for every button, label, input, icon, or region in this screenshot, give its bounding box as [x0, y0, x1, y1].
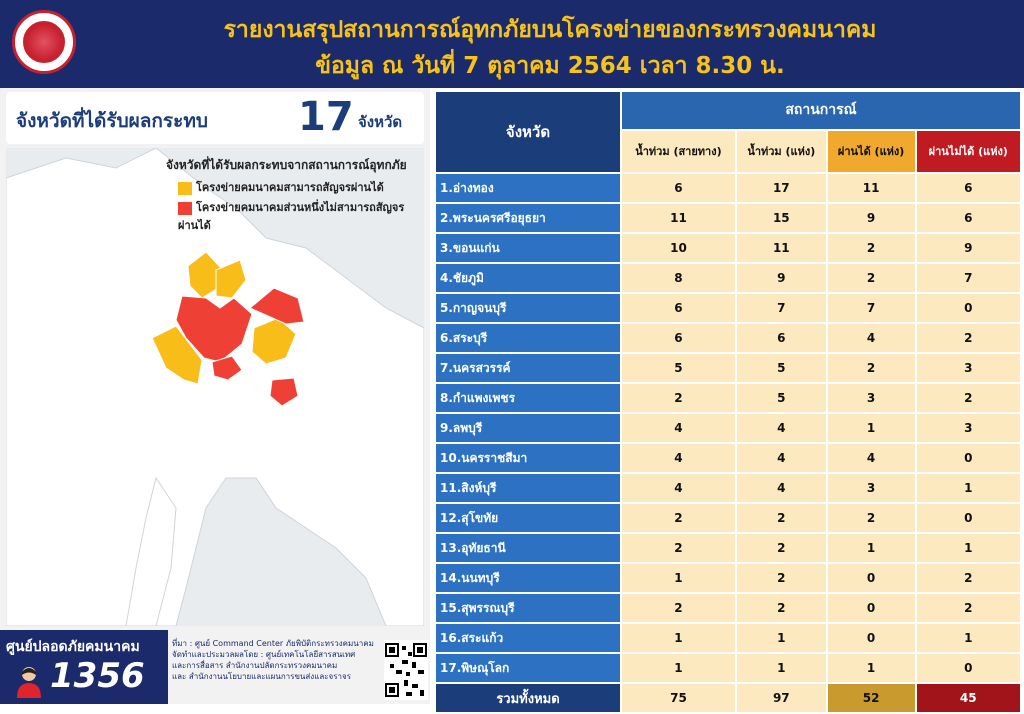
table-row[interactable]	[436, 204, 1020, 232]
situation-table	[434, 90, 1022, 707]
person-icon	[14, 664, 44, 698]
hotline-panel	[0, 630, 168, 704]
affected-unit: จังหวัด	[358, 113, 403, 131]
table-total-row	[436, 684, 1020, 712]
cell-flooded-points: 4	[737, 444, 826, 472]
cell-flooded-routes: 6	[622, 324, 735, 352]
cell-flooded-points: 4	[737, 414, 826, 442]
cell-passable: 1	[828, 414, 915, 442]
legend-passable	[178, 178, 384, 196]
table-row[interactable]	[436, 504, 1020, 532]
table-row[interactable]	[436, 654, 1020, 682]
hotline-number[interactable]: 1356	[50, 656, 145, 696]
cell-flooded-routes: 2	[622, 504, 735, 532]
cell-flooded-routes: 8	[622, 264, 735, 292]
cell-flooded-points: 15	[737, 204, 826, 232]
cell-impassable: 3	[917, 414, 1021, 442]
cell-passable: 1	[828, 534, 915, 562]
legend-swatch-impassable	[178, 202, 192, 215]
cell-passable: 0	[828, 564, 915, 592]
header-passable: ผ่านได้ (แห่ง)	[828, 131, 915, 172]
province-name: 6.สระบุรี	[436, 324, 620, 352]
cell-impassable: 3	[917, 354, 1021, 382]
cell-impassable: 1	[917, 624, 1021, 652]
cell-impassable: 2	[917, 594, 1021, 622]
province-name: 7.นครสวรรค์	[436, 354, 620, 382]
cell-flooded-points: 7	[737, 294, 826, 322]
cell-flooded-routes: 1	[622, 564, 735, 592]
cell-flooded-routes: 6	[622, 174, 735, 202]
table-row[interactable]	[436, 354, 1020, 382]
affected-count: 17	[298, 94, 354, 140]
province-name: 9.ลพบุรี	[436, 414, 620, 442]
cell-impassable: 0	[917, 654, 1021, 682]
header-flooded-points: น้ำท่วม (แห่ง)	[737, 131, 826, 172]
source-line: จัดทำและประมวลผลโดย : ศูนย์เทคโนโลยีสารสนเทศ	[172, 650, 356, 659]
cell-flooded-points: 6	[737, 324, 826, 352]
table-row[interactable]	[436, 594, 1020, 622]
cell-impassable: 0	[917, 504, 1021, 532]
cell-impassable: 0	[917, 444, 1021, 472]
cell-passable: 2	[828, 234, 915, 262]
province-name: 14.นนทบุรี	[436, 564, 620, 592]
province-name: 4.ชัยภูมิ	[436, 264, 620, 292]
cell-passable: 3	[828, 384, 915, 412]
hotline-label: ศูนย์ปลอดภัยคมนาคม	[6, 639, 140, 655]
legend-swatch-passable	[178, 182, 192, 195]
header-bar	[0, 0, 1024, 88]
legend-impassable-label: โครงข่ายคมนาคมส่วนหนึ่งไม่สามารถสัญจรผ่านได้	[178, 201, 405, 232]
cell-flooded-routes: 6	[622, 294, 735, 322]
cell-passable: 4	[828, 444, 915, 472]
province-name: 13.อุทัยธานี	[436, 534, 620, 562]
cell-passable: 2	[828, 354, 915, 382]
header-impassable: ผ่านไม่ได้ (แห่ง)	[917, 131, 1021, 172]
table-row[interactable]	[436, 384, 1020, 412]
cell-flooded-routes: 4	[622, 414, 735, 442]
source-line: และ สำนักงานนโยบายและแผนการขนส่งและจราจร	[172, 672, 352, 681]
cell-passable: 0	[828, 624, 915, 652]
cell-impassable: 7	[917, 264, 1021, 292]
cell-flooded-points: 2	[737, 534, 826, 562]
header-province: จังหวัด	[436, 92, 620, 172]
table-row[interactable]	[436, 474, 1020, 502]
province-name: 8.กำแพงเพชร	[436, 384, 620, 412]
province-name: 12.สุโขทัย	[436, 504, 620, 532]
cell-flooded-points: 2	[737, 564, 826, 592]
province-name: 1.อ่างทอง	[436, 174, 620, 202]
cell-impassable: 1	[917, 534, 1021, 562]
map-legend-title: จังหวัดที่ได้รับผลกระทบจากสถานการณ์อุทกภัย	[166, 158, 407, 172]
total-passable: 52	[828, 684, 915, 712]
cell-passable: 2	[828, 264, 915, 292]
cell-flooded-routes: 5	[622, 354, 735, 382]
province-name: 2.พระนครศรีอยุธยา	[436, 204, 620, 232]
cell-flooded-points: 5	[737, 384, 826, 412]
cell-flooded-routes: 2	[622, 384, 735, 412]
province-name: 10.นครราชสีมา	[436, 444, 620, 472]
total-flooded-points: 97	[737, 684, 826, 712]
qr-code-icon[interactable]	[384, 640, 428, 700]
cell-flooded-points: 1	[737, 654, 826, 682]
table-row[interactable]	[436, 264, 1020, 292]
logo-emblem	[23, 21, 65, 63]
map-panel	[0, 88, 430, 704]
table-row[interactable]	[436, 414, 1020, 442]
cell-passable: 0	[828, 594, 915, 622]
cell-flooded-routes: 1	[622, 624, 735, 652]
total-impassable: 45	[917, 684, 1021, 712]
cell-flooded-points: 1	[737, 624, 826, 652]
cell-impassable: 2	[917, 324, 1021, 352]
cell-flooded-points: 2	[737, 594, 826, 622]
cell-flooded-points: 17	[737, 174, 826, 202]
table-row[interactable]	[436, 294, 1020, 322]
legend-impassable	[178, 198, 424, 234]
cell-impassable: 2	[917, 384, 1021, 412]
flood-table	[434, 90, 1022, 714]
cell-impassable: 9	[917, 234, 1021, 262]
thailand-map	[6, 148, 424, 626]
total-flooded-routes: 75	[622, 684, 735, 712]
province-name: 11.สิงห์บุรี	[436, 474, 620, 502]
table-row[interactable]	[436, 444, 1020, 472]
source-line: ที่มา : ศูนย์ Command Center ภัยพิบัติกระทรวงคมนาคม	[172, 639, 374, 648]
total-label: รวมทั้งหมด	[436, 684, 620, 712]
ministry-logo	[12, 10, 76, 74]
table-row[interactable]	[436, 534, 1020, 562]
cell-flooded-points: 9	[737, 264, 826, 292]
cell-flooded-points: 5	[737, 354, 826, 382]
cell-impassable: 1	[917, 474, 1021, 502]
report-date: ข้อมูล ณ วันที่ 7 ตุลาคม 2564 เวลา 8.30 น.	[315, 53, 785, 79]
source-credits	[172, 638, 380, 702]
cell-passable: 3	[828, 474, 915, 502]
cell-flooded-routes: 4	[622, 444, 735, 472]
report-title: รายงานสรุปสถานการณ์อุทกภัยบนโครงข่ายของกระทรวงคมนาคม	[223, 17, 877, 43]
cell-impassable: 0	[917, 294, 1021, 322]
header-flooded-routes: น้ำท่วม (สายทาง)	[622, 131, 735, 172]
province-name: 16.สระแก้ว	[436, 624, 620, 652]
cell-flooded-points: 2	[737, 504, 826, 532]
table-row[interactable]	[436, 234, 1020, 262]
province-name: 3.ขอนแก่น	[436, 234, 620, 262]
source-line: และการสื่อสาร สำนักงานปลัดกระทรวงคมนาคม	[172, 661, 338, 670]
cell-flooded-routes: 4	[622, 474, 735, 502]
cell-impassable: 6	[917, 174, 1021, 202]
cell-passable: 11	[828, 174, 915, 202]
cell-flooded-routes: 2	[622, 534, 735, 562]
province-name: 17.พิษณุโลก	[436, 654, 620, 682]
cell-passable: 1	[828, 654, 915, 682]
affected-label: จังหวัดที่ได้รับผลกระทบ	[16, 110, 208, 132]
cell-passable: 4	[828, 324, 915, 352]
table-row[interactable]	[436, 564, 1020, 592]
table-row[interactable]	[436, 324, 1020, 352]
cell-flooded-routes: 11	[622, 204, 735, 232]
legend-passable-label: โครงข่ายคมนาคมสามารถสัญจรผ่านได้	[196, 181, 384, 194]
cell-flooded-routes: 2	[622, 594, 735, 622]
cell-passable: 2	[828, 504, 915, 532]
province-name: 5.กาญจนบุรี	[436, 294, 620, 322]
cell-impassable: 6	[917, 204, 1021, 232]
affected-summary	[6, 92, 424, 144]
province-name: 15.สุพรรณบุรี	[436, 594, 620, 622]
cell-flooded-routes: 1	[622, 654, 735, 682]
cell-flooded-routes: 10	[622, 234, 735, 262]
table-row[interactable]	[436, 174, 1020, 202]
cell-passable: 9	[828, 204, 915, 232]
table-body	[436, 174, 1020, 682]
table-row[interactable]	[436, 624, 1020, 652]
cell-impassable: 2	[917, 564, 1021, 592]
cell-flooded-points: 11	[737, 234, 826, 262]
header-status: สถานการณ์	[622, 92, 1020, 129]
cell-flooded-points: 4	[737, 474, 826, 502]
cell-passable: 7	[828, 294, 915, 322]
